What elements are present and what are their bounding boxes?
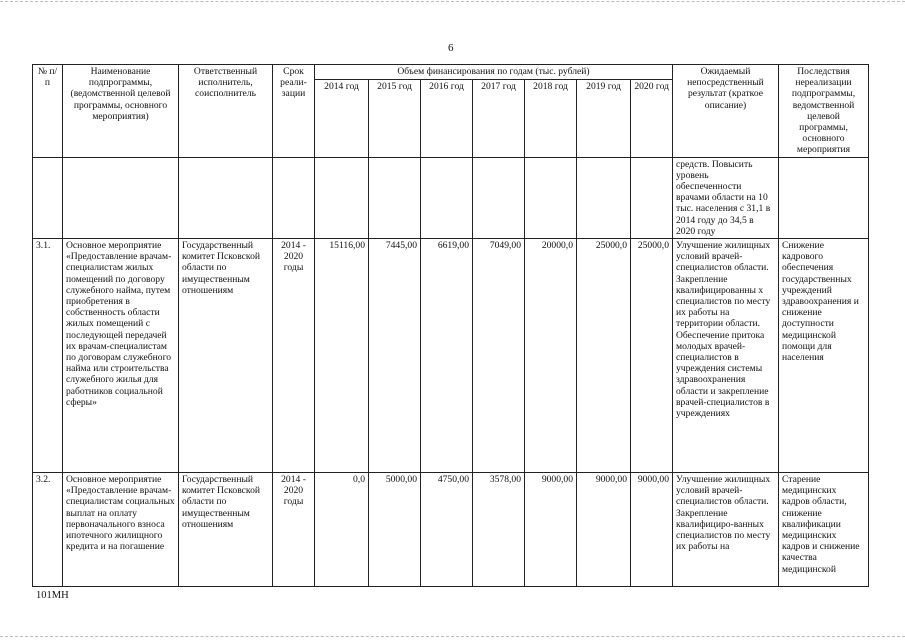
header-year: 2017 год [473,79,525,157]
table-row [33,239,869,473]
row-value: 0,0 [315,473,369,587]
header-year: 2016 год [421,79,473,157]
row-value: 3578,00 [473,473,525,587]
row-expected: Улучшение жилищных условий врачей-специалистов области. Закрепление квалифицированны х специалистов по месту их работы на территории области. Обеспечение притока молодых врачей-специалистов в учреждения системы здравоохранения области и закрепление врачей-специалистов в учреждениях [673,239,779,473]
table-row [33,473,869,587]
header-num: № п/п [33,65,63,158]
header-year: 2015 год [369,79,421,157]
header-expected: Ожидаемый непосредственный результат (краткое описание) [673,65,779,158]
row-value: 15116,00 [315,239,369,473]
continuation-expected: средств. Повысить уровень обеспеченности врачами области на 10 тыс. населения с 31,1 в 2014 году до 34,5 в 2020 году [673,157,779,238]
row-name: Основное мероприятие «Предоставление врачам-специалистам жилых помещений по договору служебного найма, путем приобретения в собственность области жилых помещений с последующей передачей их врачам-специалистам по договорам служебного найма или строительства служебного жилья для работников социальной сферы» [63,239,179,473]
header-year: 2020 год [631,79,673,157]
header-financing: Объем финансирования по годам (тыс. рублей) [315,65,673,80]
row-term: 2014 - 2020 годы [273,473,315,587]
footer-code: 101МН [36,590,69,601]
header-term: Срок реали-зации [273,65,315,158]
row-value: 4750,00 [421,473,473,587]
header-consequences: Последствия нереализации подпрограммы, ведомственной целевой программы, основного мероприятия [779,65,869,158]
page-number: 6 [448,42,454,54]
row-responsible: Государственный комитет Псковской области по имущественным отношениям [179,239,273,473]
row-value: 25000,0 [631,239,673,473]
row-responsible: Государственный комитет Псковской области по имущественным отношениям [179,473,273,587]
financing-table [32,64,869,587]
row-value: 25000,0 [577,239,631,473]
header-name: Наименование подпрограммы, (ведомственной целевой программы, основного мероприятия) [63,65,179,158]
row-term: 2014 - 2020 годы [273,239,315,473]
row-expected: Улучшение жилищных условий врачей-специалистов области. Закрепление квалифициро-ванных специалистов по месту их работы на [673,473,779,587]
continuation-row [33,157,869,238]
row-value: 6619,00 [421,239,473,473]
row-consequences: Снижение кадрового обеспечения государственных учреждений здравоохранения и снижение доступности медицинской помощи для населения [779,239,869,473]
row-value: 7445,00 [369,239,421,473]
row-consequences: Старение медицинских кадров области, снижение квалификации медицинских кадров и снижение качества медицинской [779,473,869,587]
row-name: Основное мероприятие «Предоставление врачам-специалистам социальных выплат на оплату первоначального взноса ипотечного жилищного кредита и на погашение [63,473,179,587]
scan-edge-top [0,1,905,2]
row-value: 20000,0 [525,239,577,473]
row-value: 9000,00 [577,473,631,587]
header-year: 2018 год [525,79,577,157]
scan-edge-bottom [0,636,905,637]
header-year: 2019 год [577,79,631,157]
row-value: 7049,00 [473,239,525,473]
header-year: 2014 год [315,79,369,157]
row-value: 9000,00 [631,473,673,587]
row-num: 3.2. [33,473,63,587]
row-value: 9000,00 [525,473,577,587]
row-value: 5000,00 [369,473,421,587]
header-responsible: Ответственный исполнитель, соисполнитель [179,65,273,158]
row-num: 3.1. [33,239,63,473]
